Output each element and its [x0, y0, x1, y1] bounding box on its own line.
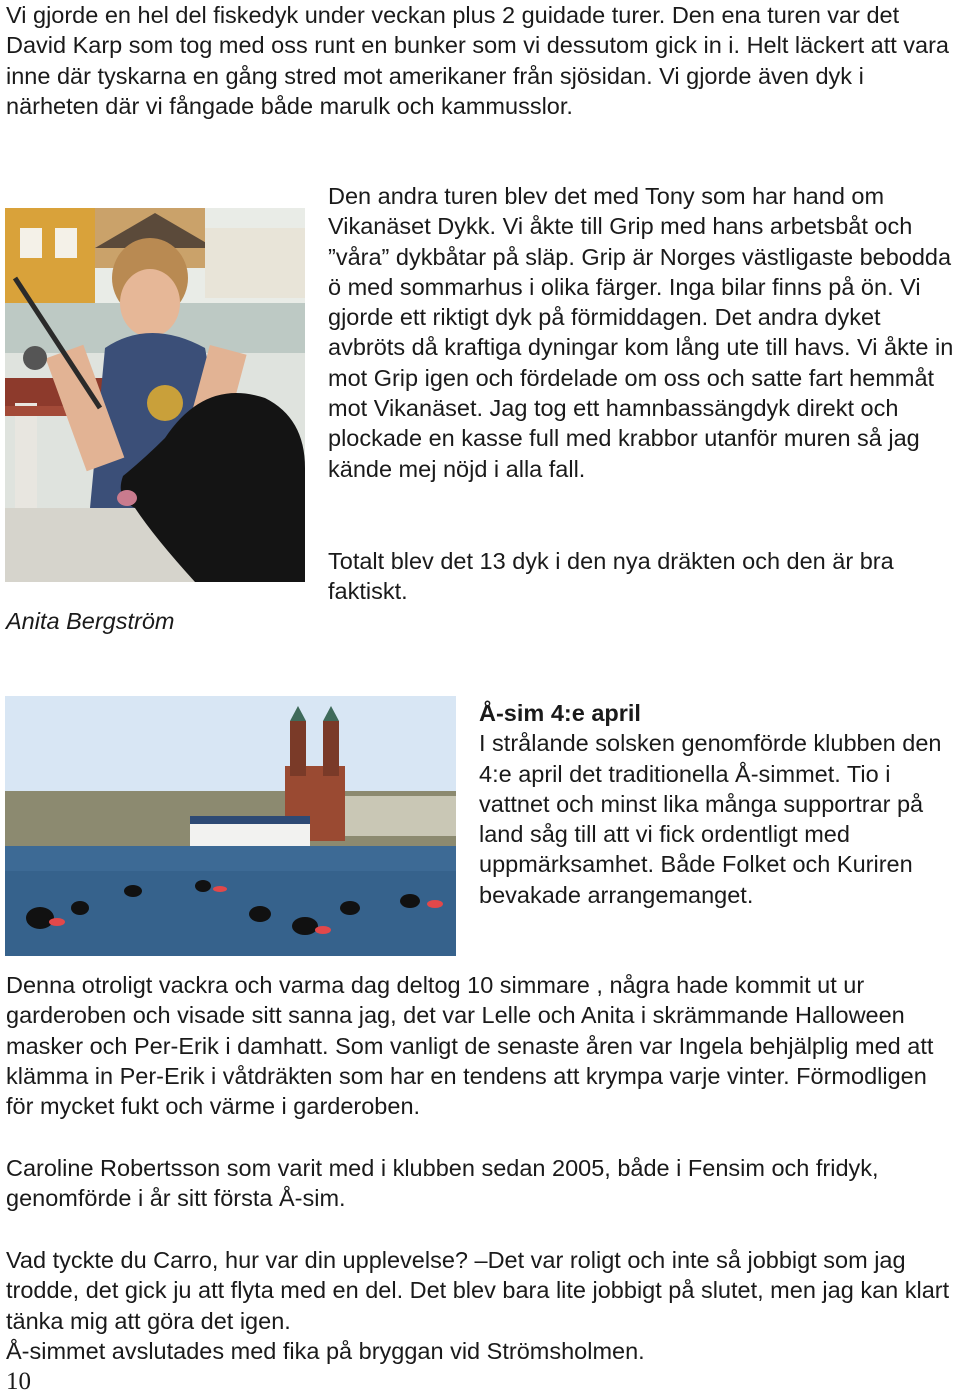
caroline-paragraph: Caroline Robertsson som varit med i klubben sedan 2005, både i Fensim och fridyk, genomförde i år sitt första Å-sim.: [6, 1155, 879, 1212]
interview-paragraph: [6, 1245, 954, 1366]
photo-caption: Anita Bergström: [6, 608, 175, 634]
a-sim-section: [479, 698, 957, 910]
a-sim-body: I strålande solsken genomförde klubben den 4:e april det traditionella Å-simmet. Tio i vattnet och minst lika många supportrar på land såg till att vi fick ordentligt med uppmärksamhet. Både Folket och Kuriren bevakade arrangemanget.: [479, 730, 942, 908]
interview-question-answer: Vad tyckte du Carro, hur var din upplevelse? –Det var roligt och inte så jobbigt som jag trodde, det gick ju att flyta med en del. Det blev bara lite jobbigt på slutet, men jag kan klart tänka mig att göra det igen.: [6, 1247, 950, 1334]
closing-line: Å-simmet avslutades med fika på bryggan vid Strömsholmen.: [6, 1337, 645, 1364]
page-number: 10: [6, 1368, 31, 1395]
swimmers-paragraph: Denna otroligt vackra och varma dag deltog 10 simmare , några hade kommit ut ur garderoben och visade sitt sanna jag, det var Lelle och Anita i skrämmande Halloween masker och Per-Erik i damhatt. Som vanligt de senaste åren var Ingela behjälplig med att klämma in Per-Erik i våtdräkten som har en tendens att krympa varje vinter. Förmodligen för mycket fukt och värme i garderoben.: [6, 972, 934, 1120]
photo-boy-with-fishing-rod-and-dog: [5, 208, 305, 582]
intro-paragraph: Vi gjorde en hel del fiskedyk under veckan plus 2 guidade turer. Den ena turen var det David Karp som tog med oss runt en bunker som vi dessutom gick in i. Helt läckert att vara inne där tyskarna en gång stred mot amerikaner från sjösidan. Vi gjorde även dyk i närheten där vi fångade både marulk och kammusslor.: [6, 2, 950, 119]
photo-river-swimmers: [5, 696, 456, 956]
tony-trip-paragraph: Den andra turen blev det med Tony som har hand om Vikanäset Dykk. Vi åkte till Grip med hans arbetsbåt och ”våra” dykbåtar på släp. Grip är Norges västligaste bebodda ö med sommarhus i olika färger. Inga bilar finns på ön. Vi gjorde ett riktigt dyk på förmiddagen. Det andra dyket avbröts då kraftiga dyningar kom lång ute till havs. Vi åkte in mot Grip igen och fördelade om oss och satte fart hemmåt mot Vikanäset. Jag tog ett hamnbassängdyk direkt och plockade en kasse full med krabbor utanför muren så jag kände mej nöjd i alla fall.: [328, 183, 954, 482]
total-dives-paragraph: Totalt blev det 13 dyk i den nya dräkten och den är bra faktiskt.: [328, 548, 894, 605]
a-sim-heading: Å-sim 4:e april: [479, 700, 641, 726]
